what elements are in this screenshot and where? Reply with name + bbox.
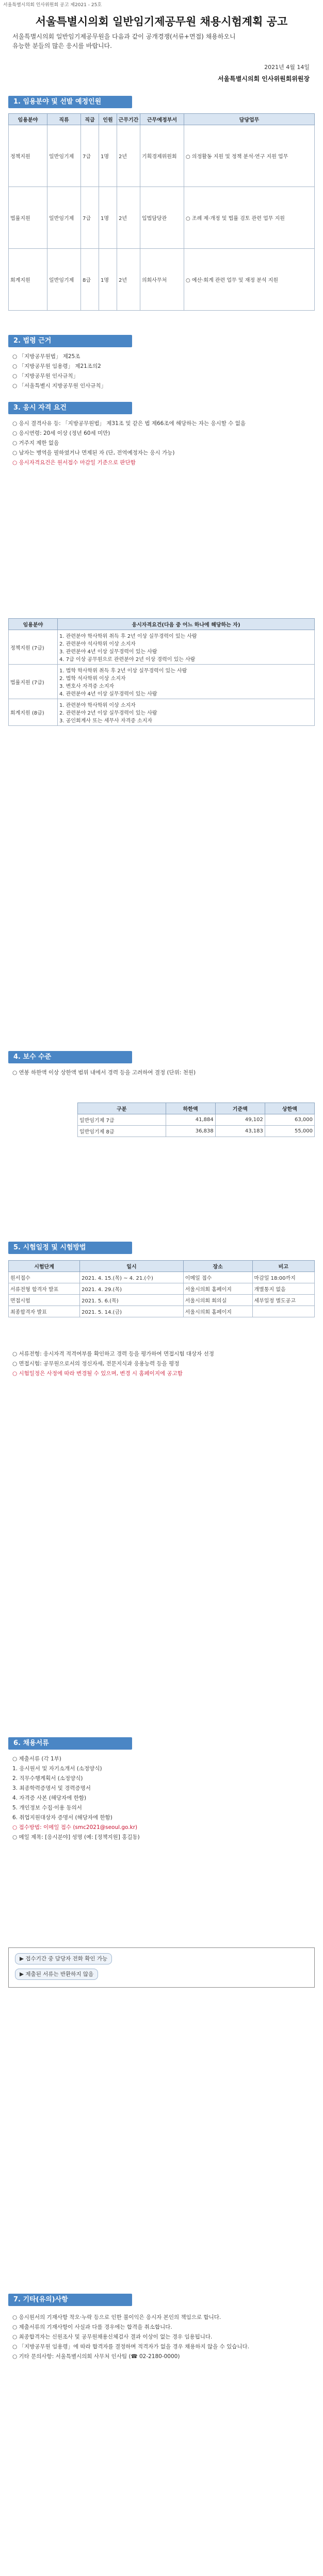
section-heading-2: 2. 법령 근거 — [8, 335, 132, 347]
law-list: ○ 「지방공무원법」 제25조 ○ 「지방공무원 임용령」 제21조의2 ○ 「지방공무원 인사규칙」 ○ 「서울특별시 지방공무원 인사규칙」 — [12, 353, 107, 389]
section-heading-5: 5. 시험일정 및 시험방법 — [8, 1242, 132, 1254]
docs-list: ○ 제출서류 (각 1부) 1. 응시원서 및 자기소개서 (소정양식) 2. 직무수행계획서 (소정양식) 3. 최종학력증명서 및 경력증명서 4. 자격증 사본 (해당자에 한함) 5. 개인정보 수집·이용 동의서 6. 취업지원대상자 증명서 (해당자에 한함) ○ 접수방법: 이메일 접수 (smc2021@seoul.go.kr) ○ 메일 제목: [응시분야] 성명 (예: [정책지원] 홍길동) — [12, 1756, 140, 1840]
section-heading-7: 7. 기타(유의)사항 — [8, 2294, 132, 2306]
qualification-notes: ○ 응시 결격사유 등: 「지방공무원법」 제31조 및 같은 법 제66조에 해당하는 자는 응시할 수 없음 ○ 응시연령: 20세 이상 (정년 60세 미만) ○ 거주지 제한 없음 ○ 남자는 병역을 필하였거나 면제된 자 (단, 전역예정자는 응시 가능) ○ 응시자격요건은 원서접수 마감일 기준으로 판단함 — [12, 420, 246, 466]
page-title: 서울특별시의회 일반임기제공무원 채용시험계획 공고 — [35, 15, 288, 28]
table-row: 일반임기제 8급 36,838 43,183 55,000 — [78, 1126, 315, 1137]
notice-reference: 서울특별시의회 인사위원회 공고 제2021 - 25호 — [3, 3, 102, 8]
etc-notes: ○ 응시원서의 기재사항 착오·누락 등으로 인한 불이익은 응시자 본인의 책임으로 합니다. ○ 제출서류의 기재사항이 사실과 다를 경우에는 합격을 취소합니다. ○ 최종합격자는 신원조사 및 공무원채용신체검사 결과 이상이 없는 경우 임용됩니다. ○ 「지방공무원 임용령」에 따라 합격자를 결정하며 적격자가 없을 경우 채용하지 않을 수 있습니다. ○ 기타 문의사항: 서울특별시의회 사무처 인사팀 (☎ 02-2180-0000) — [12, 2314, 249, 2360]
table-row: 원서접수 2021. 4. 15.(목) ~ 4. 21.(수) 이메일 접수 마감일 18:00까지 — [9, 1272, 315, 1283]
pay-note: ○ 연봉 하한액 이상 상한액 범위 내에서 경력 등을 고려하여 결정 (단위: 천원) — [12, 1070, 196, 1076]
intro-text: 서울특별시의회 일반임기제공무원을 다음과 같이 공개경쟁(서류+면접) 채용하오니 유능한 분들의 많은 응시를 바랍니다. — [12, 33, 236, 49]
section-heading-3: 3. 응시 자격 요건 — [8, 402, 132, 414]
table-row: 면접시험 2021. 5. 6.(목) 서울시의회 회의실 세부일정 별도공고 — [9, 1295, 315, 1306]
table-row: 서류전형 합격자 발표 2021. 4. 29.(목) 서울시의회 홈페이지 개별통지 없음 — [9, 1283, 315, 1295]
table-row: 최종합격자 발표 2021. 5. 14.(금) 서울시의회 홈페이지 — [9, 1306, 315, 1317]
exam-method: ○ 서류전형: 응시자격 적격여부를 확인하고 경력 등을 평가하여 면접시험 대상자 선정 ○ 면접시험: 공무원으로서의 정신자세, 전문지식과 응용능력 등을 평정 ○ 시험일정은 사정에 따라 변경될 수 있으며, 변경 시 홈페이지에 공고함 — [12, 1351, 214, 1377]
schedule-table: 시험단계 일시 장소 비고 원서접수 2021. 4. 15.(목) ~ 4. 21.(수) 이메일 접수 마감일 18:00까지 서류전형 합격자 발표 2021. 4. 29.(목) 서울시의회 홈페이지 개별통지 없음 면접시험 2021. 5. 6.(목) 서울시의회 회의실 세부일정 별도공고 최종합격자 발표 2021. 5. 14.(금) 서울시의회 홈페이지 — [8, 1260, 315, 1317]
positions-table: 임용분야 직류 직급 인원 근무기간 근무예정부서 담당업무 정책지원 일반임기제 7급 1명 2년 기획경제위원회 ○ 의정활동 지원 및 정책 분석·연구 지원 업무 법률지원 일반임기제 7급 1명 2년 입법담당관 ○ 조례 제·개정 및 법률 검토 관련 업무 지원 회계지원 일반임기제 8급 1명 2년 의회사무처 ○ 예산·회계 관련 업무 및 재정 분석 지원 — [8, 113, 315, 311]
table-row: 법률지원 일반임기제 7급 1명 2년 입법담당관 ○ 조례 제·개정 및 법률 검토 관련 업무 지원 — [9, 187, 315, 249]
table-row: 정책지원 일반임기제 7급 1명 2년 기획경제위원회 ○ 의정활동 지원 및 정책 분석·연구 지원 업무 — [9, 125, 315, 187]
qualification-table: 임용분야 응시자격요건(다음 중 어느 하나에 해당하는 자) 정책지원 (7급) 1. 관련분야 학사학위 취득 후 2년 이상 실무경력이 있는 사람 2. 관련분야 석사학위 이상 소지자 3. 관련분야 4년 이상 실무경력이 있는 사람 4. 7급 이상 공무원으로 관련분야 2년 이상 경력이 있는 사람 법률지원 (7급) 1. 법학 학사학위 취득 후 2년 이상 실무경력이 있는 사람 2. 법학 석사학위 이상 소지자 3. 변호사 자격증 소지자 4. 관련분야 4년 이상 실무경력이 있는 사람 회계지원 (8급) 1. 관련분야 학사학위 이상 소지자 2. 관련분야 2년 이상 실무경력이 있는 사람 3. 공인회계사 또는 세무사 자격증 소지자 — [8, 618, 315, 726]
pay-table: 구분 하한액 기준액 상한액 일반임기제 7급 41,884 49,102 63,000 일반임기제 8급 36,838 43,183 55,000 — [77, 1103, 315, 1137]
section-heading-4: 4. 보수 수준 — [8, 1051, 132, 1063]
section-heading-6: 6. 채용서류 — [8, 1737, 132, 1750]
section-heading-1: 1. 임용분야 및 선발 예정인원 — [8, 96, 132, 108]
table-row: 회계지원 (8급) 1. 관련분야 학사학위 이상 소지자 2. 관련분야 2년 이상 실무경력이 있는 사람 3. 공인회계사 또는 세무사 자격증 소지자 — [9, 699, 315, 726]
table-row: 정책지원 (7급) 1. 관련분야 학사학위 취득 후 2년 이상 실무경력이 있는 사람 2. 관련분야 석사학위 이상 소지자 3. 관련분야 4년 이상 실무경력이 있는 사람 4. 7급 이상 공무원으로 관련분야 2년 이상 경력이 있는 사람 — [9, 630, 315, 665]
issuing-org: 서울특별시의회 인사위원회위원장 — [217, 75, 310, 82]
docs-notice-box: ▶ 접수기간 중 담당자 전화 확인 가능 ▶ 제출된 서류는 반환하지 않음 — [8, 1947, 315, 1988]
table-row: 법률지원 (7급) 1. 법학 학사학위 취득 후 2년 이상 실무경력이 있는 사람 2. 법학 석사학위 이상 소지자 3. 변호사 자격증 소지자 4. 관련분야 4년 이상 실무경력이 있는 사람 — [9, 665, 315, 699]
notice-date: 2021년 4월 14일 — [264, 64, 310, 71]
table-row: 회계지원 일반임기제 8급 1명 2년 의회사무처 ○ 예산·회계 관련 업무 및 재정 분석 지원 — [9, 249, 315, 311]
table-row: 일반임기제 7급 41,884 49,102 63,000 — [78, 1114, 315, 1126]
